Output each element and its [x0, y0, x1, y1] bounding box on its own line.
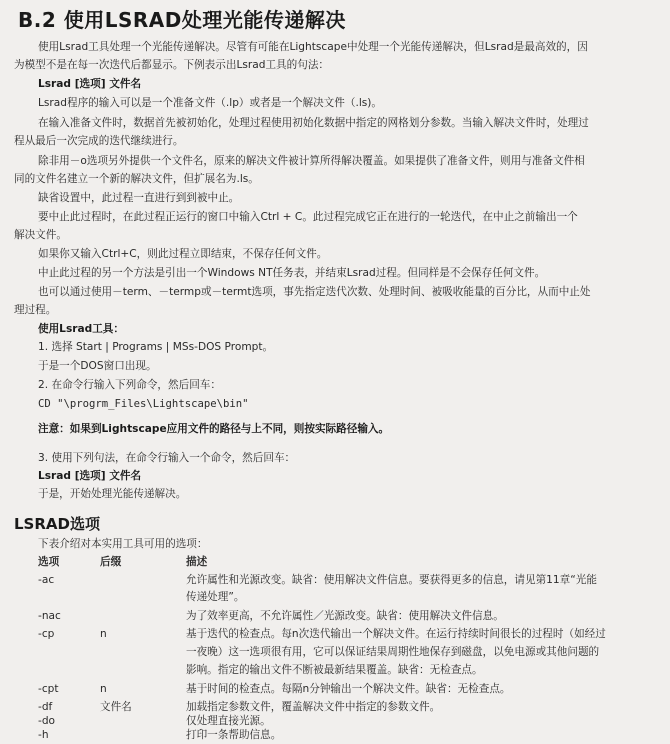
table-row-desc: 打印一条帮助信息。	[186, 729, 282, 741]
step-1: 1. 选择 Start | Programs | MSs-DOS Prompt。	[38, 341, 274, 353]
step-3-syntax: Lsrad [选项] 文件名	[38, 470, 142, 482]
note: 注意：如果到Lightscape应用文件的路径与上不同，则按实际路径输入。	[38, 423, 390, 435]
step-2: 2. 在命令行输入下列命令，然后回车：	[38, 379, 221, 391]
table-row-desc: 为了效率更高，不允许属性／光源改变。缺省：使用解决文件信息。	[186, 610, 504, 622]
options-intro: 下表介绍对本实用工具可用的选项：	[38, 538, 208, 550]
intro-line-2: 为模型不是在每一次迭代后都显示。下例表示出Lsrad工具的句法：	[14, 59, 330, 71]
para-default: 缺省设置中，此过程一直进行到到被中止。	[38, 192, 240, 204]
table-row-desc: 影响。指定的输出文件不断被最新结果覆盖。缺省：无检查点。	[186, 664, 483, 676]
para-init-line-2: 程从最后一次完成的迭代继续进行。	[14, 135, 184, 147]
para-o-line-1: 除非用－o选项另外提供一个文件名，原来的解决文件被计算所得解决覆盖。如果提供了准备文件，则用与准备文件相	[38, 155, 585, 167]
step-2-command: CD "\progrm_Files\Lightscape\bin"	[38, 398, 249, 410]
para-term-line-1: 也可以通过使用－term、－termp或－termt选项，事先指定迭代次数、处理时间、被吸收能量的百分比，从而中止处	[38, 286, 591, 298]
table-row-desc: 允许属性和光源改变。缺省：使用解决文件信息。要获得更多的信息，请见第11章“光能	[186, 574, 597, 586]
table-row-suffix: n	[100, 683, 107, 695]
table-header-desc: 描述	[186, 556, 208, 568]
para-twice: 如果你又输入Ctrl+C，则此过程立即结束，不保存任何文件。	[38, 248, 328, 260]
table-row-option: -nac	[38, 610, 61, 622]
table-row-option: -ac	[38, 574, 55, 586]
table-row-desc: 基于时间的检查点。每隔n分钟输出一个解决文件。缺省：无检查点。	[186, 683, 511, 695]
para-input: Lsrad程序的输入可以是一个准备文件（.lp）或者是一个解决文件（.ls)。	[38, 97, 383, 109]
para-o-line-2: 同的文件名建立一个新的解决文件，但扩展名为.ls。	[14, 173, 259, 185]
table-row-option: -cp	[38, 628, 55, 640]
options-heading: LSRAD选项	[14, 515, 100, 533]
table-header-suffix: 后缀	[100, 556, 122, 568]
para-init-line-1: 在输入准备文件时，数据首先被初始化，处理过程使用初始化数据中指定的网格划分参数。当输入解决文件时，处理过	[38, 117, 589, 129]
use-heading: 使用Lsrad工具：	[38, 323, 124, 335]
section-title: B.2 使用LSRAD处理光能传递解决	[18, 8, 346, 32]
table-row-option: -cpt	[38, 683, 59, 695]
para-stop-line-2: 解决文件。	[14, 229, 67, 241]
table-row-desc: 仅处理直接光源。	[186, 715, 271, 727]
syntax-line: Lsrad [选项] 文件名	[38, 78, 142, 90]
table-header-option: 选项	[38, 556, 60, 568]
step-3: 3. 使用下列句法，在命令行输入一个命令，然后回车：	[38, 452, 296, 464]
table-row-desc: 基于迭代的检查点。每n次迭代输出一个解决文件。在运行持续时间很长的过程时（如经过	[186, 628, 606, 640]
table-row-suffix: n	[100, 628, 107, 640]
step-1-result: 于是一个DOS窗口出现。	[38, 360, 157, 372]
table-row-desc: 一夜晚）这一选项很有用，它可以保证结果周期性地保存到磁盘，以免电源或其他问题的	[186, 646, 600, 658]
table-row-desc: 传递处理”。	[186, 591, 245, 603]
intro-line-1: 使用Lsrad工具处理一个光能传递解决。尽管有可能在Lightscape中处理一个光能传递解决，但Lsrad是最高效的，因	[38, 41, 588, 53]
para-stop-line-1: 要中止此过程时，在此过程正运行的窗口中输入Ctrl + C。此过程完成它正在进行的一轮迭代，在中止之前输出一个	[38, 211, 578, 223]
table-row-option: -df	[38, 701, 53, 713]
table-row-suffix: 文件名	[100, 701, 132, 713]
table-row-option: -h	[38, 729, 49, 741]
table-row-desc: 加载指定参数文件，覆盖解决文件中指定的参数文件。	[186, 701, 441, 713]
step-3-result: 于是，开始处理光能传递解决。	[38, 488, 187, 500]
table-row-option: -do	[38, 715, 56, 727]
para-other: 中止此过程的另一个方法是引出一个Windows NT任务表，并结束Lsrad过程。但同样是不会保存任何文件。	[38, 267, 546, 279]
para-term-line-2: 理过程。	[14, 304, 57, 316]
